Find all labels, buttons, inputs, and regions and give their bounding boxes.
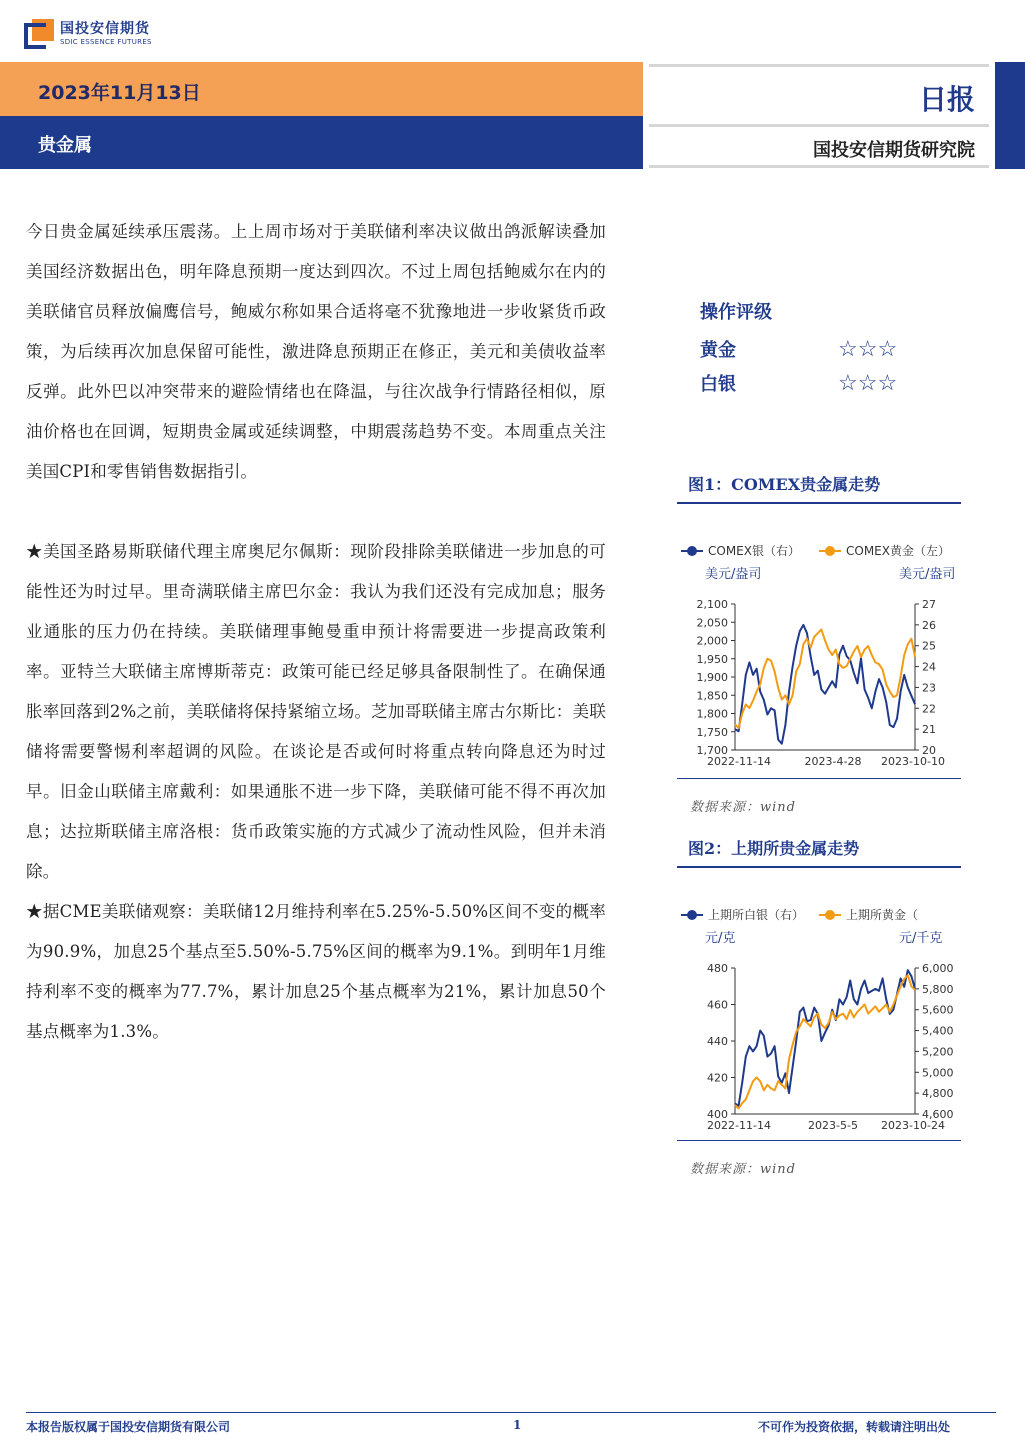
figure1-source: 数据来源：wind (690, 800, 796, 815)
legend-label: COMEX银（右） (708, 544, 800, 558)
y-right-tick-label: 5,200 (922, 1045, 954, 1059)
shfe-chart (677, 894, 967, 1134)
y-left-tick-label: 1,700 (696, 744, 728, 757)
left-axis-unit: 美元/盎司 (705, 567, 762, 582)
chart-svg (677, 530, 967, 770)
x-tick-label: 2023-10-10 (881, 755, 945, 768)
legend-marker (825, 546, 835, 556)
company-logo (24, 16, 152, 52)
report-body (26, 212, 606, 1052)
header-divider (649, 165, 989, 168)
y-left-tick-label: 1,750 (696, 725, 728, 739)
x-tick-label: 2022-11-14 (707, 755, 771, 768)
y-left-tick-label: 2,050 (696, 616, 728, 630)
comex-chart (677, 530, 967, 770)
footer-rule (26, 1412, 996, 1413)
figure1-title: 图1：COMEX贵金属走势 (688, 475, 881, 494)
rating-stars: ☆☆☆ (838, 370, 898, 396)
report-type: 日报 (918, 83, 975, 116)
report-section: 贵金属 (38, 135, 92, 156)
y-right-tick-label: 5,400 (922, 1024, 954, 1038)
y-right-tick-label: 5,800 (922, 982, 954, 996)
legend-label: 上期所黄金（ (846, 908, 919, 922)
rating-stars: ☆☆☆ (838, 336, 898, 362)
y-right-tick-label: 21 (922, 723, 936, 737)
right-axis-unit: 元/千克 (899, 931, 943, 946)
header-edge-bar (995, 62, 1025, 169)
left-axis-unit: 元/克 (705, 931, 736, 946)
y-right-tick-label: 24 (922, 660, 936, 674)
y-left-tick-label: 460 (707, 998, 728, 1012)
section-banner (0, 116, 643, 169)
y-right-tick-label: 4,600 (922, 1108, 954, 1121)
x-tick-label: 2022-11-14 (707, 1119, 771, 1132)
header-divider (649, 124, 989, 127)
legend-label: COMEX黄金（左） (846, 544, 950, 558)
y-left-tick-label: 1,950 (696, 652, 728, 666)
operation-rating (700, 298, 960, 400)
rating-row-silver (700, 366, 960, 400)
legend-marker (687, 910, 697, 920)
logo-mark-icon (24, 19, 54, 49)
chart-svg (677, 894, 967, 1134)
y-left-tick-label: 2,000 (696, 634, 728, 648)
series-line (735, 975, 915, 1108)
rating-name: 黄金 (700, 340, 736, 361)
y-left-tick-label: 420 (707, 1071, 728, 1085)
logo-company-en: SDIC ESSENCE FUTURES (60, 38, 152, 46)
summary-paragraph: 今日贵金属延续承压震荡。上上周市场对于美联储利率决议做出鸽派解读叠加美国经济数据出色，明年降息预期一度达到四次。不过上周包括鲍威尔在内的美联储官员释放偏鹰信号，鲍威尔称如果合适将毫不犹豫地进一步收紧货币政策，为后续再次加息保留可能性，激进降息预期正在修正，美元和美债收益率反弹。此外巴以冲突带来的避险情绪也在降温，与往次战争行情路径相似，原油价格也在回调，短期贵金属或延续调整，中期震荡趋势不变。本周重点关注美国CPI和零售销售数据指引。 (26, 222, 606, 481)
y-left-tick-label: 1,900 (696, 671, 728, 684)
y-right-tick-label: 6,000 (922, 962, 954, 975)
x-tick-label: 2023-5-5 (808, 1119, 858, 1132)
figure1-rule (677, 502, 961, 504)
right-axis-unit: 美元/盎司 (899, 567, 956, 582)
research-institute: 国投安信期货研究院 (813, 140, 975, 161)
cme-fedwatch-paragraph: ★据CME美联储观察：美联储12月维持利率在5.25%-5.50%区间不变的概率为90.9%，加息25个基点至5.50%-5.75%区间的概率为9.1%。到明年1月维持利率不变的概率为77.7%，累计加息25个基点概率为21%，累计加息50个基点概率为1.3%。 (26, 902, 606, 1041)
figure2-rule (677, 866, 961, 868)
y-left-tick-label: 480 (707, 962, 728, 975)
y-left-tick-label: 2,100 (696, 598, 728, 611)
logo-company-cn: 国投安信期货 (60, 21, 150, 37)
footer-disclaimer: 不可作为投资依据，转载请注明出处 (758, 1420, 951, 1434)
figure1-bottom-rule (677, 778, 961, 779)
header-divider (649, 64, 989, 67)
rating-title: 操作评级 (700, 302, 772, 323)
y-right-tick-label: 26 (922, 618, 936, 632)
y-right-tick-label: 25 (922, 639, 936, 653)
footer-page-number: 1 (513, 1418, 522, 1432)
figure2-bottom-rule (677, 1140, 961, 1141)
fed-officials-paragraph: ★美国圣路易斯联储代理主席奥尼尔佩斯：现阶段排除美联储进一步加息的可能性还为时过早。里奇满联储主席巴尔金：我认为我们还没有完成加息；服务业通胀的压力仍在持续。美联储理事鲍曼重申预计将需要进一步提高政策利率。亚特兰大联储主席博斯蒂克：政策可能已经足够具备限制性了。在确保通胀率回落到2%之前，美联储将保持紧缩立场。芝加哥联储主席古尔斯比：美联储将需要警惕利率超调的风险。在谈论是否或何时将重点转向降息还为时过早。旧金山联储主席戴利：如果通胀不进一步下降，美联储可能不得不再次加息；达拉斯联储主席洛根：货币政策实施的方式减少了流动性风险，但并未消除。 (26, 542, 606, 881)
y-right-tick-label: 5,000 (922, 1066, 954, 1080)
report-date: 2023年11月13日 (38, 82, 201, 104)
legend-marker (825, 910, 835, 920)
legend-label: 上期所白银（右） (708, 908, 805, 922)
y-left-tick-label: 1,800 (696, 707, 728, 721)
y-right-tick-label: 5,600 (922, 1003, 954, 1017)
rating-row-gold (700, 332, 960, 366)
y-right-tick-label: 4,800 (922, 1087, 954, 1101)
y-right-tick-label: 22 (922, 702, 936, 716)
figure2-source: 数据来源：wind (690, 1162, 796, 1177)
x-tick-label: 2023-4-28 (804, 755, 862, 768)
report-header-right (649, 62, 989, 169)
y-right-tick-label: 27 (922, 598, 936, 611)
y-left-tick-label: 1,850 (696, 689, 728, 703)
footer-copyright: 本报告版权属于国投安信期货有限公司 (26, 1420, 231, 1434)
rating-name: 白银 (700, 374, 736, 395)
y-left-tick-label: 400 (707, 1108, 728, 1121)
y-right-tick-label: 23 (922, 681, 936, 695)
y-left-tick-label: 440 (707, 1035, 728, 1048)
figure2-title: 图2：上期所贵金属走势 (688, 839, 860, 858)
y-right-tick-label: 20 (922, 744, 936, 757)
date-banner (0, 62, 643, 116)
legend-marker (687, 546, 697, 556)
x-tick-label: 2023-10-24 (881, 1119, 945, 1132)
